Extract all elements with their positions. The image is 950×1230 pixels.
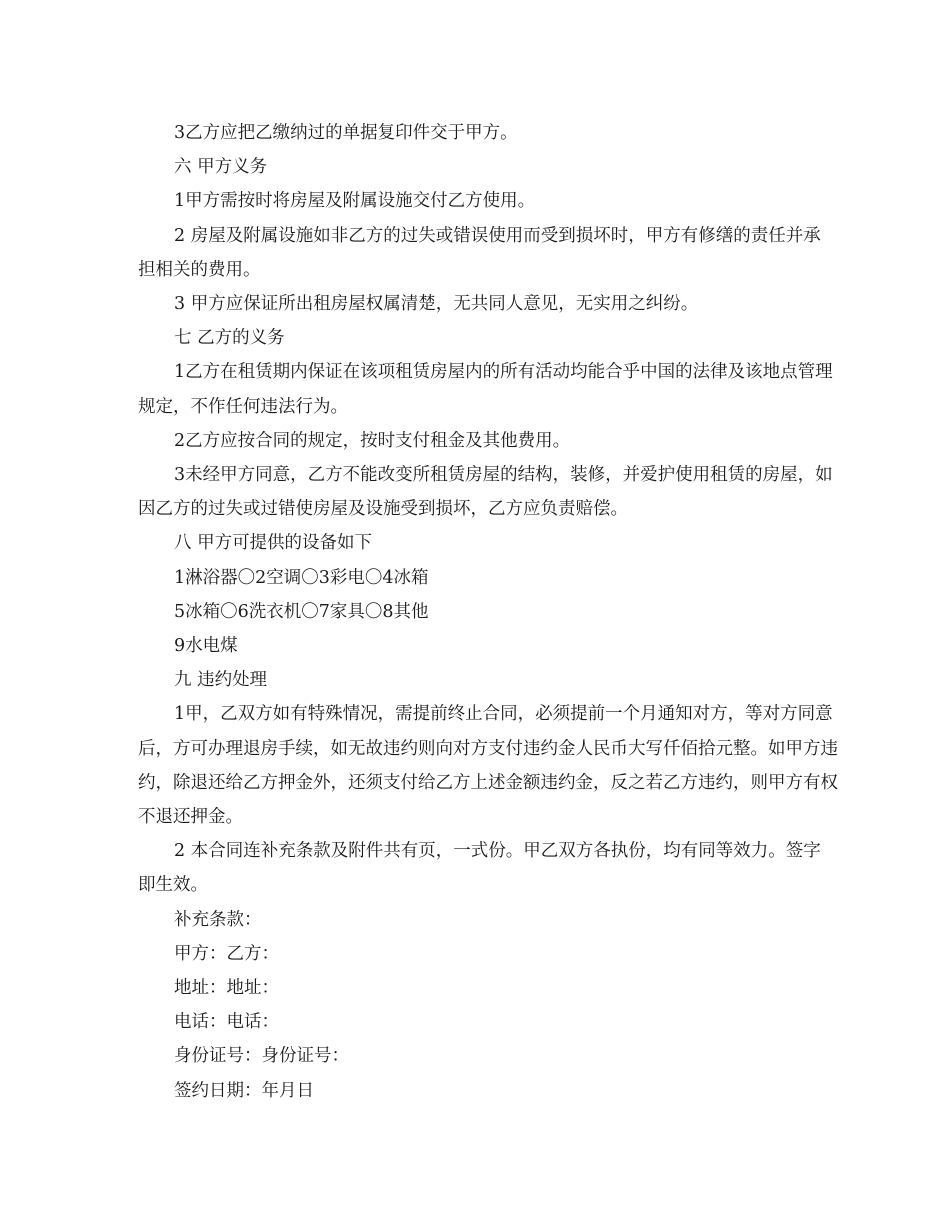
clause-6-item-2: 2 房屋及附属设施如非乙方的过失或错误使用而受到损坏时，甲方有修缮的责任并承担相关的费用。 [138,225,821,280]
clause-7-item-2: 2乙方应按合同的规定，按时支付租金及其他费用。 [174,430,571,451]
signature-date: 签约日期：年月日 [174,1080,314,1101]
clause-7-item-3: 3未经甲方同意，乙方不能改变所租赁房屋的结构，装修，并爱护使用租赁的房屋，如因乙方的过失或过错使房屋及设施受到损坏，乙方应负责赔偿。 [138,465,833,520]
clause-9-item-1: 1甲，乙双方如有特殊情况，需提前终止合同，必须提前一个月通知对方，等对方同意后，方可办理退房手续，如无故违约则向对方支付违约金人民币大写仟佰拾元整。如甲方违约，除退还给乙方押金外，还须支付给乙方上述金额违约金，反之若乙方违约，则甲方有权不退还押金。 [138,704,838,828]
equipment-line-2: 5冰箱〇6洗衣机〇7家具〇8其他 [174,601,429,622]
document-page [138,116,838,1108]
equipment-line-3: 9水电煤 [174,636,238,657]
supplementary-terms-label: 补充条款： [174,909,262,930]
signature-phone: 电话：电话： [174,1012,279,1033]
equipment-line-1: 1淋浴器〇2空调〇3彩电〇4冰箱 [174,567,429,588]
signature-address: 地址：地址： [174,978,279,999]
clause-6-item-1: 1甲方需按时将房屋及附属设施交付乙方使用。 [174,191,536,212]
clause-5-item-3: 3乙方应把乙缴纳过的单据复印件交于甲方。 [174,123,518,143]
signature-parties: 甲方：乙方： [174,943,279,964]
section-heading-equipment: 八 甲方可提供的设备如下 [174,533,373,554]
section-heading-party-a-obligations: 六 甲方义务 [174,157,268,178]
clause-6-item-3: 3 甲方应保证所出租房屋权属清楚，无共同人意见，无实用之纠纷。 [174,294,699,315]
clause-7-item-1: 1乙方在租赁期内保证在该项租赁房屋内的所有活动均能合乎中国的法律及该地点管理规定，不作任何违法行为。 [138,362,833,417]
signature-id-number: 身份证号：身份证号： [174,1046,349,1067]
clause-9-item-2: 2 本合同连补充条款及附件共有页，一式份。甲乙双方各执份，均有同等效力。签字即生效。 [138,841,821,896]
section-heading-party-b-obligations: 七 乙方的义务 [174,328,285,349]
section-heading-breach: 九 违约处理 [174,670,268,691]
